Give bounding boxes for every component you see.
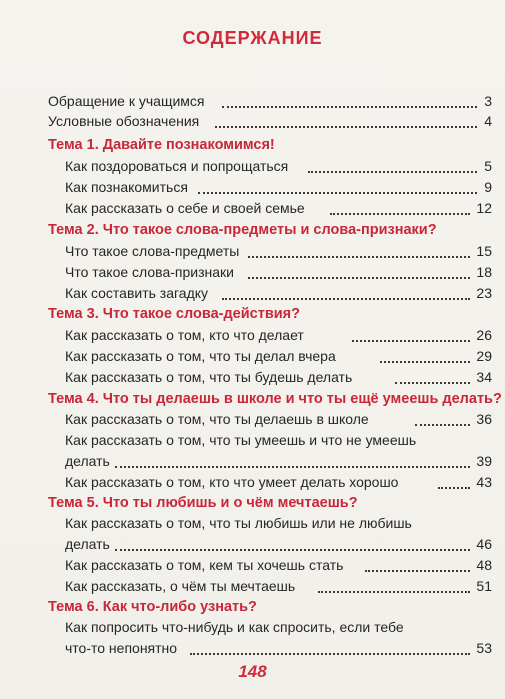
toc-row-page: 51 bbox=[476, 578, 492, 594]
toc-row-page: 43 bbox=[476, 474, 492, 490]
toc-row-label: Как рассказать, о чём ты мечтаешь bbox=[65, 578, 296, 594]
toc-row bbox=[0, 575, 505, 597]
toc-row-label: Как попросить что-нибудь и как спросить, если тебе bbox=[65, 619, 404, 635]
topic-heading: Тема 2. Что такое слова-предметы и слова-признаки? bbox=[48, 222, 437, 238]
toc-row-page: 9 bbox=[484, 179, 492, 195]
toc-leader-dots bbox=[318, 569, 470, 593]
toc-row-page: 5 bbox=[484, 158, 492, 174]
toc-row-label: Как рассказать о том, кем ты хочешь стать bbox=[65, 557, 344, 573]
toc-leader-dots bbox=[415, 402, 470, 426]
toc-row bbox=[0, 197, 505, 219]
toc-row-label: Как рассказать о том, что ты делаешь в школе bbox=[65, 411, 369, 427]
toc-row-label: Обращение к учащимся bbox=[48, 93, 205, 109]
topic-heading: Тема 5. Что ты любишь и о чём мечтаешь? bbox=[48, 495, 358, 511]
toc-row-label-continued: делать bbox=[65, 453, 110, 469]
toc-leader-dots bbox=[222, 276, 470, 300]
toc-row-label: Как рассказать о том, кто что делает bbox=[65, 327, 304, 343]
toc-leader-dots bbox=[438, 465, 470, 489]
topic-heading: Тема 4. Что ты делаешь в школе и что ты ещё умеешь делать? bbox=[48, 391, 502, 407]
topic-heading: Тема 1. Давайте познакомимся! bbox=[48, 137, 275, 153]
toc-row-label: Что такое слова-предметы bbox=[65, 243, 240, 259]
toc-row-page: 12 bbox=[476, 200, 492, 216]
toc-row bbox=[0, 366, 505, 388]
toc-row-label: Что такое слова-признаки bbox=[65, 264, 234, 280]
topic-heading: Тема 3. Что такое слова-действия? bbox=[48, 306, 300, 322]
toc-row-page: 53 bbox=[476, 640, 492, 656]
toc-leader-dots bbox=[115, 444, 470, 468]
toc-row-page: 4 bbox=[484, 113, 492, 129]
toc-leader-dots bbox=[395, 360, 470, 384]
toc-row-page: 15 bbox=[476, 243, 492, 259]
toc-row-page: 46 bbox=[476, 536, 492, 552]
toc-row-label: Как познакомиться bbox=[65, 179, 188, 195]
toc-row-label: Как рассказать о том, что ты делал вчера bbox=[65, 348, 336, 364]
toc-row-label-continued: что-то непонятно bbox=[65, 640, 178, 656]
toc-row-label-continued: делать bbox=[65, 536, 110, 552]
toc-row-page: 48 bbox=[476, 557, 492, 573]
toc-row-label: Как рассказать о себе и своей семье bbox=[65, 200, 305, 216]
topic-heading: Тема 6. Как что-либо узнать? bbox=[48, 599, 257, 615]
toc-row-page: 3 bbox=[484, 93, 492, 109]
toc-row bbox=[0, 471, 505, 493]
toc-leader-dots bbox=[215, 104, 477, 128]
toc-row-page: 34 bbox=[476, 369, 492, 385]
toc-row-label: Как составить загадку bbox=[65, 285, 209, 301]
toc-row-label: Как рассказать о том, что ты умеешь и что не умеешь bbox=[65, 432, 417, 448]
toc-row-page: 26 bbox=[476, 327, 492, 343]
toc-row-page: 18 bbox=[476, 264, 492, 280]
toc-row-page: 29 bbox=[476, 348, 492, 364]
toc-row-page: 36 bbox=[476, 411, 492, 427]
toc-row bbox=[0, 450, 505, 472]
page-title: СОДЕРЖАНИЕ bbox=[182, 28, 323, 48]
toc-row-page: 23 bbox=[476, 285, 492, 301]
toc-row bbox=[0, 637, 505, 659]
toc-row-label: Как поздороваться и попрощаться bbox=[65, 158, 289, 174]
toc-row-label: Как рассказать о том, что ты будешь делать bbox=[65, 369, 353, 385]
toc-row bbox=[0, 408, 505, 430]
page-number: 148 bbox=[238, 662, 267, 681]
toc-row-label: Как рассказать о том, что ты любишь или не любишь bbox=[65, 515, 412, 531]
toc-row bbox=[0, 282, 505, 304]
toc-row-label: Условные обозначения bbox=[48, 113, 200, 129]
toc-leader-dots bbox=[190, 631, 470, 655]
toc-leader-dots bbox=[330, 191, 470, 215]
toc-row bbox=[0, 110, 505, 132]
toc-row-page: 39 bbox=[476, 453, 492, 469]
toc-row-label: Как рассказать о том, кто что умеет делать хорошо bbox=[65, 474, 399, 490]
